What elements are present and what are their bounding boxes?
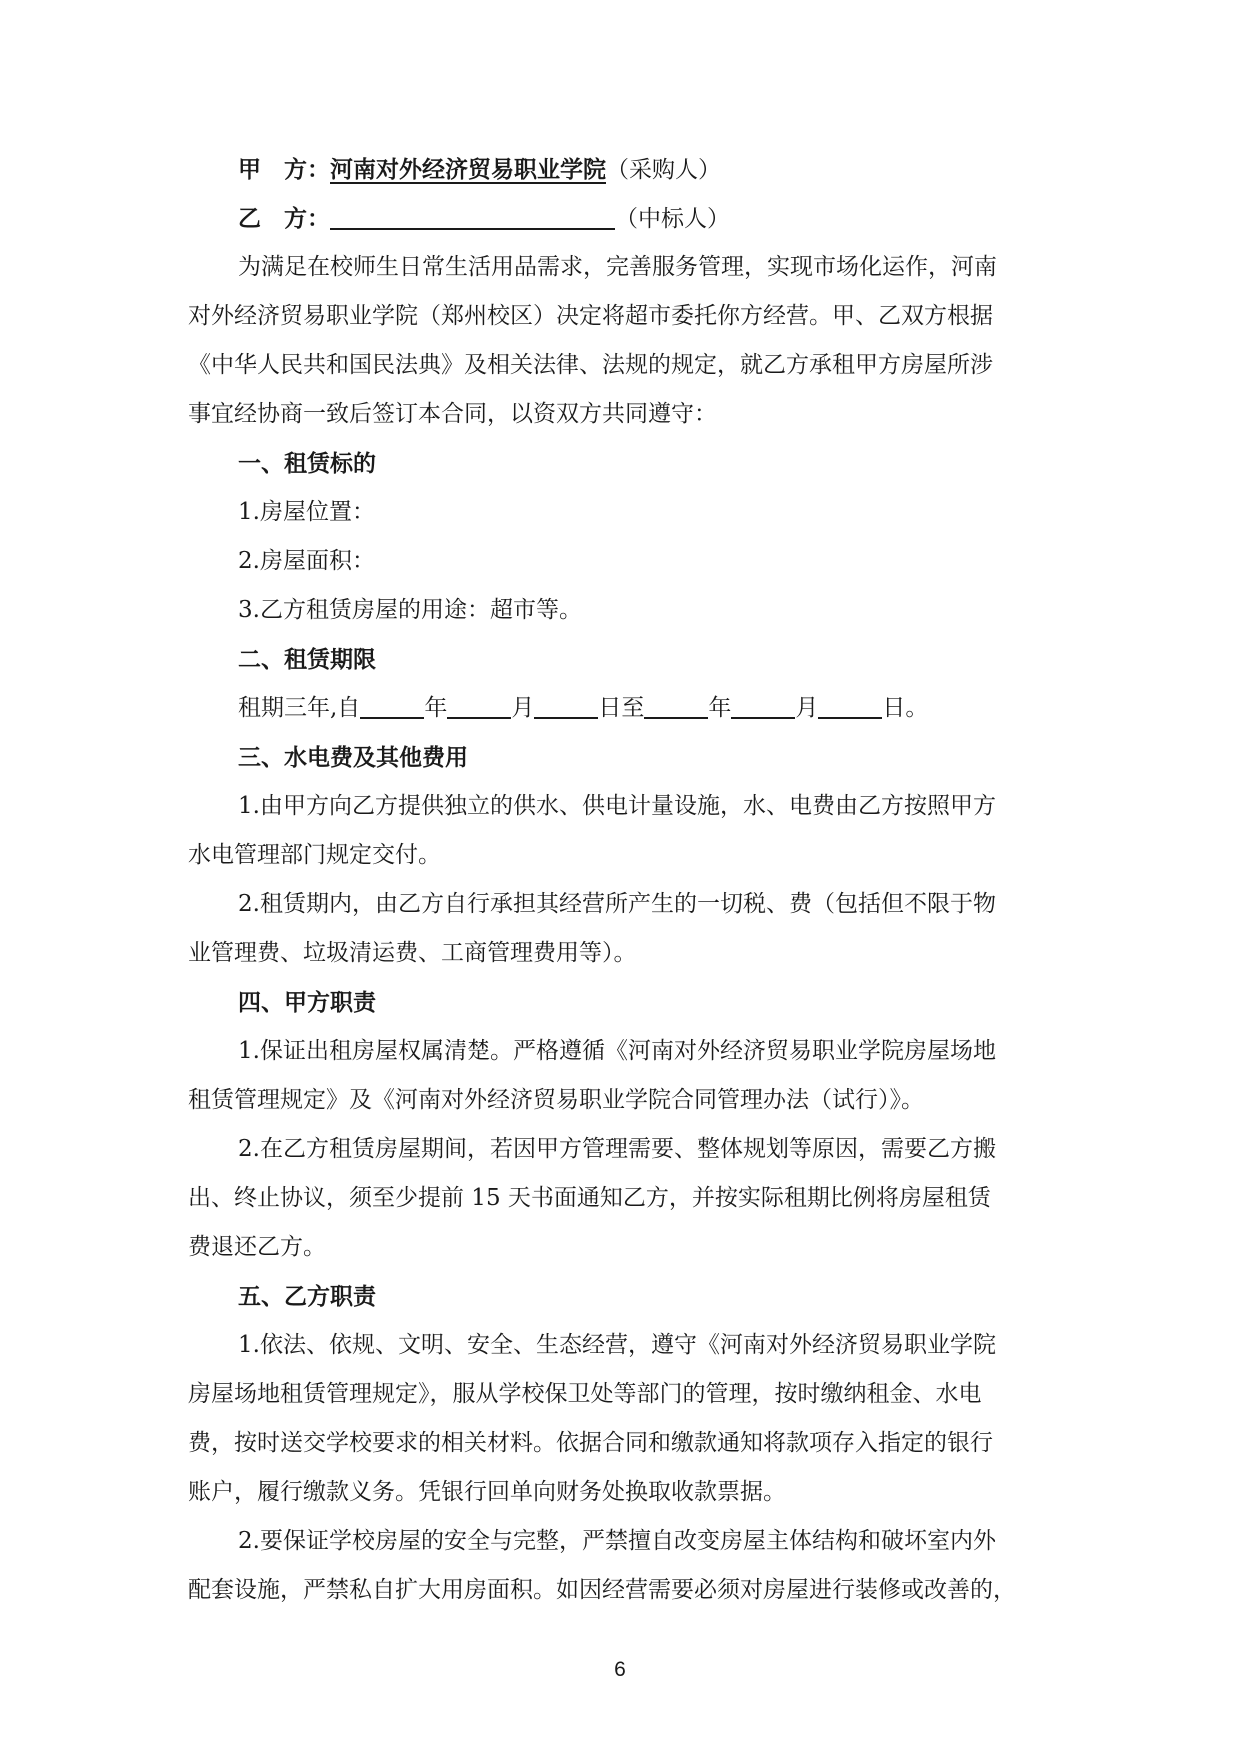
party-a-label: 甲 方： — [238, 156, 330, 183]
section-3-heading: 三、水电费及其他费用 — [238, 744, 468, 771]
section-3-item-2-line-2: 业管理费、垃圾清运费、工商管理费用等）。 — [188, 940, 637, 966]
intro-line-3: 《中华人民共和国民法典》及相关法律、法规的规定，就乙方承租甲方房屋所涉 — [188, 352, 993, 378]
section-5-item-1-line-3: 费，按时送交学校要求的相关材料。依据合同和缴款通知将款项存入指定的银行 — [188, 1430, 993, 1456]
section-4-item-2-line-1: 2.在乙方租赁房屋期间，若因甲方管理需要、整体规划等原因，需要乙方搬 — [238, 1136, 996, 1162]
start-month-blank — [447, 691, 511, 719]
intro-line-1: 为满足在校师生日常生活用品需求，完善服务管理，实现市场化运作，河南 — [238, 254, 997, 280]
end-year-unit: 年 — [708, 695, 732, 721]
start-day-blank — [534, 691, 598, 719]
end-year-blank — [644, 691, 708, 719]
section-4-heading: 四、甲方职责 — [238, 989, 376, 1016]
section-5-item-2-line-2: 配套设施，严禁私自扩大用房面积。如因经营需要必须对房屋进行装修或改善的， — [188, 1577, 1016, 1603]
section-3-item-1-line-1: 1.由甲方向乙方提供独立的供水、供电计量设施，水、电费由乙方按照甲方 — [238, 793, 996, 819]
section-1-heading: 一、租赁标的 — [238, 450, 376, 477]
section-3-item-2-line-1: 2.租赁期内，由乙方自行承担其经营所产生的一切税、费（包括但不限于物 — [238, 891, 996, 917]
section-5-item-1-line-2: 房屋场地租赁管理规定》，服从学校保卫处等部门的管理，按时缴纳租金、水电 — [188, 1381, 982, 1407]
section-1-item-2: 2.房屋面积： — [238, 548, 375, 574]
party-a-name: 河南对外经济贸易职业学院 — [330, 156, 606, 183]
start-year-blank — [360, 691, 424, 719]
end-month-blank — [731, 691, 795, 719]
lease-term-line — [188, 684, 1058, 733]
party-b-line — [188, 194, 1058, 243]
party-b-label: 乙 方： — [238, 205, 330, 232]
intro-line-2: 对外经济贸易职业学院（郑州校区）决定将超市委托你方经营。甲、乙双方根据 — [188, 303, 993, 329]
contract-body — [188, 145, 1058, 1615]
party-b-role: （中标人） — [615, 206, 730, 232]
lease-term-prefix: 租期三年,自 — [238, 695, 361, 721]
section-2-heading: 二、租赁期限 — [238, 646, 376, 673]
section-5-item-1-line-1: 1.依法、依规、文明、安全、生态经营，遵守《河南对外经济贸易职业学院 — [238, 1332, 996, 1358]
intro-line-4: 事宜经协商一致后签订本合同，以资双方共同遵守： — [188, 401, 717, 427]
section-5-item-2-line-1: 2.要保证学校房屋的安全与完整，严禁擅自改变房屋主体结构和破坏室内外 — [238, 1528, 996, 1554]
start-month-unit: 月 — [511, 695, 535, 721]
end-day-blank — [818, 691, 882, 719]
end-day-unit: 日。 — [882, 695, 929, 721]
section-3-item-1-line-2: 水电管理部门规定交付。 — [188, 842, 441, 868]
section-4-item-2-line-2: 出、终止协议，须至少提前 15 天书面通知乙方，并按实际租期比例将房屋租赁 — [188, 1185, 991, 1211]
section-4-item-1-line-1: 1.保证出租房屋权属清楚。严格遵循《河南对外经济贸易职业学院房屋场地 — [238, 1038, 996, 1064]
section-5-heading: 五、乙方职责 — [238, 1283, 376, 1310]
section-1-item-3: 3.乙方租赁房屋的用途：超市等。 — [238, 597, 582, 623]
page-number: 6 — [614, 1658, 626, 1681]
section-4-item-1-line-2: 租赁管理规定》及《河南对外经济贸易职业学院合同管理办法（试行）》。 — [188, 1087, 924, 1113]
section-4-item-2-line-3: 费退还乙方。 — [188, 1234, 326, 1260]
start-day-unit: 日至 — [598, 695, 645, 721]
party-a-role: （采购人） — [606, 157, 721, 183]
party-a-line — [188, 145, 1058, 194]
start-year-unit: 年 — [424, 695, 448, 721]
section-1-item-1: 1.房屋位置： — [238, 499, 375, 525]
party-b-name-blank — [330, 202, 615, 230]
section-5-item-1-line-4: 账户，履行缴款义务。凭银行回单向财务处换取收款票据。 — [188, 1479, 786, 1505]
end-month-unit: 月 — [795, 695, 819, 721]
